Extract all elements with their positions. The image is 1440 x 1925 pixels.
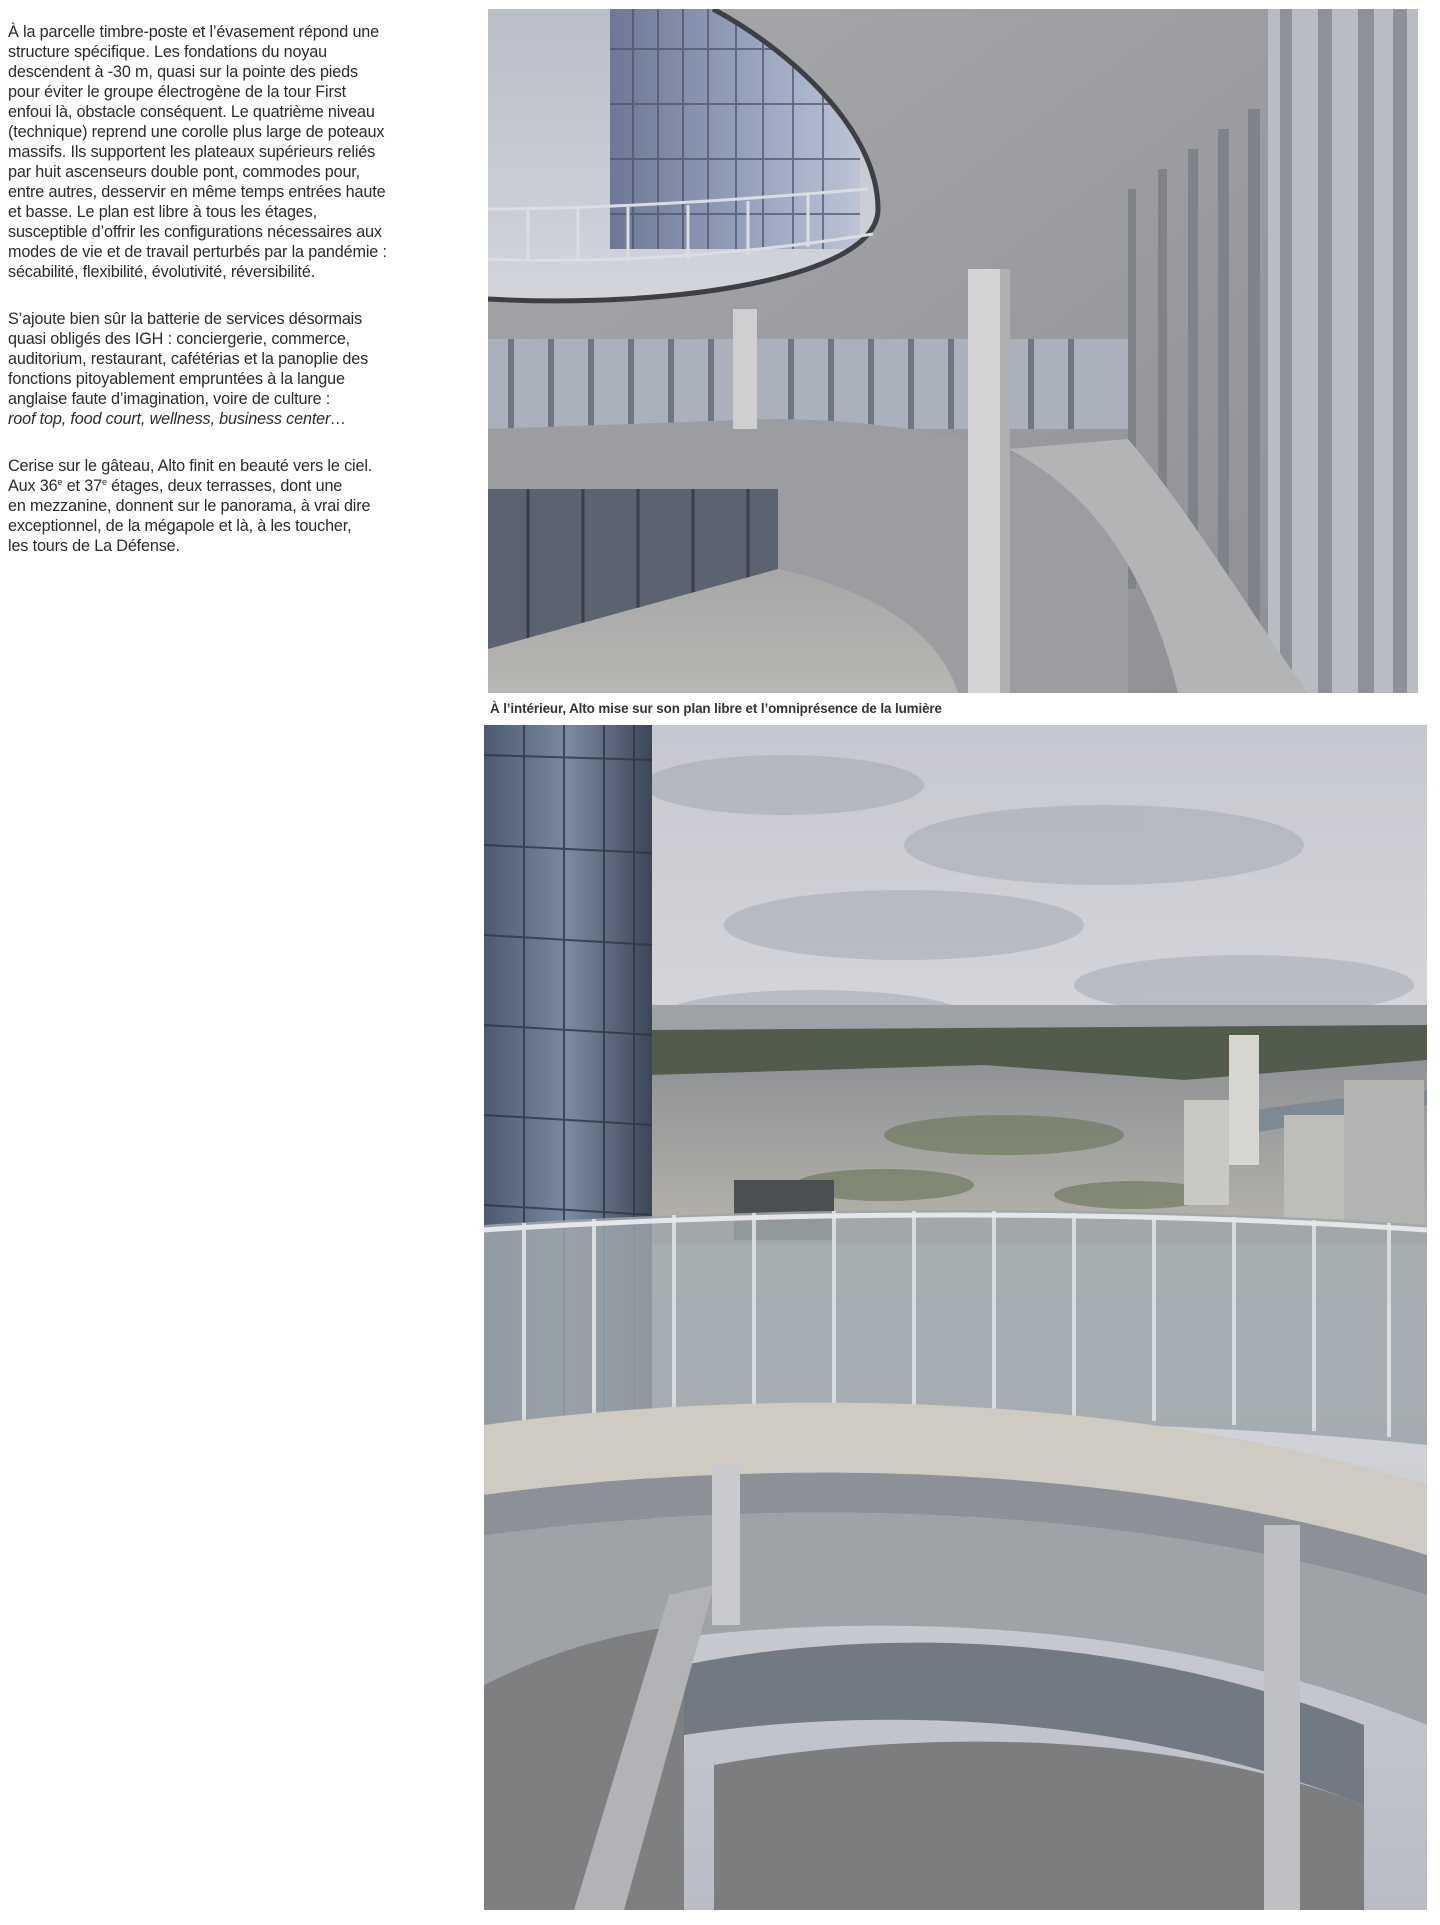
superscript: e [57,477,63,487]
terrace-photo-illustration [488,9,1418,693]
text-line: auditorium, restaurant, cafétérias et la panoplie des [8,350,369,368]
text-line: entre autres, desservir en même temps entrées haute [8,183,386,201]
text-line: massifs. Ils supportent les plateaux supérieurs reliés [8,143,376,161]
text-line: en mezzanine, donnent sur le panorama, à vrai dire [8,497,371,515]
text-line: anglaise faute d’imagination, voire de culture : [8,390,331,408]
text-fragment: et 37 [62,477,102,495]
photo-interior-terrace [488,9,1418,693]
photo-rooftop-panorama [484,725,1427,1910]
text-line: Cerise sur le gâteau, Alto finit en beauté vers le ciel. [8,457,373,475]
text-line: S’ajoute bien sûr la batterie de services désormais [8,310,363,328]
text-line: structure spécifique. Les fondations du noyau [8,43,328,61]
text-line: exceptionnel, de la mégapole et là, à les toucher, [8,517,352,535]
text-line: (technique) reprend une corolle plus large de poteaux [8,123,385,141]
article-text-column [8,22,470,583]
text-line: enfoui là, obstacle conséquent. Le quatrième niveau [8,103,375,121]
paragraph-services [8,309,470,429]
photo-caption: À l’intérieur, Alto mise sur son plan libre et l’omniprésence de la lumière [490,701,942,716]
superscript: e [101,477,107,487]
text-line: les tours de La Défense. [8,537,180,555]
text-line: quasi obligés des IGH : conciergerie, commerce, [8,330,351,348]
text-line: À la parcelle timbre-poste et l’évasement répond une [8,23,380,41]
text-line [8,476,470,496]
text-line: fonctions pitoyablement empruntées à la langue [8,370,345,388]
text-line: pour éviter le groupe électrogène de la tour First [8,83,347,101]
rooftop-photo-illustration [484,725,1427,1910]
text-line: et basse. Le plan est libre à tous les étages, [8,203,317,221]
paragraph-terraces [8,456,470,556]
paragraph-structure [8,22,470,282]
text-line: modes de vie et de travail perturbés par la pandémie : [8,243,387,261]
text-line: par huit ascenseurs double pont, commodes pour, [8,163,360,181]
text-fragment: Aux 36 [8,477,58,495]
text-fragment: étages, deux terrasses, dont une [106,477,343,495]
text-line: susceptible d’offrir les configurations nécessaires aux [8,223,382,241]
text-line: descendent à -30 m, quasi sur la pointe des pieds [8,63,358,81]
text-line: sécabilité, flexibilité, évolutivité, réversibilité. [8,263,316,281]
italic-text-line: roof top, food court, wellness, business center… [8,410,347,428]
